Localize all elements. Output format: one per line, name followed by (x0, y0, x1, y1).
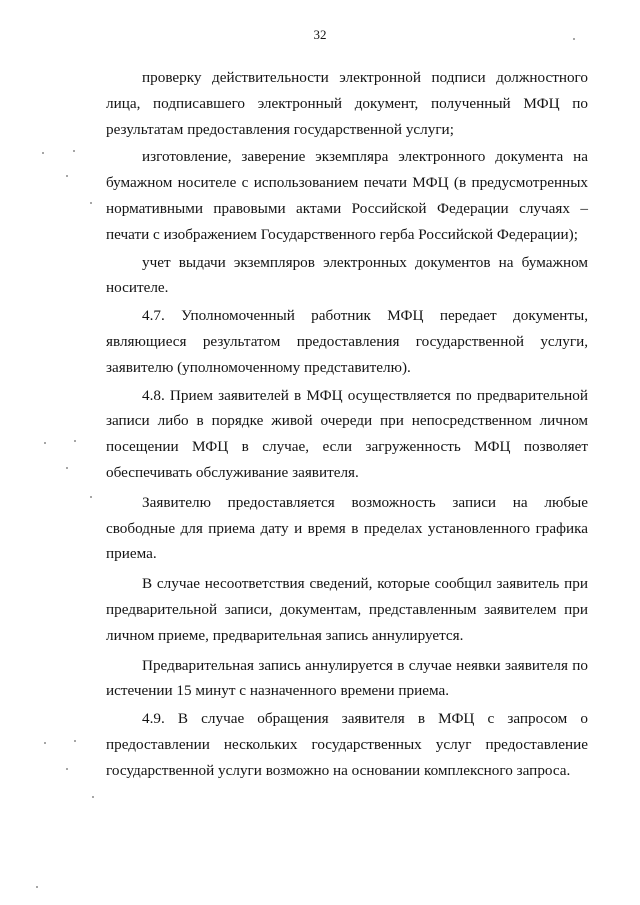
paragraph-signature-check: проверку действительности электронной подписи должностного лица, подписавшего электронный документ, полученный МФЦ по результатам предоставления государственной услуги; (106, 69, 588, 138)
scan-speck (73, 150, 75, 152)
scan-speck (90, 202, 92, 204)
paragraph-accounting: учет выдачи экземпляров электронных документов на бумажном носителе. (106, 253, 588, 297)
scan-speck (44, 442, 46, 444)
scan-speck (573, 38, 575, 40)
paragraph-4-9: 4.9. В случае обращения заявителя в МФЦ с запросом о предоставлении нескольких государственных услуг предоставление государственной услуги возможно на основании комплексного запроса. (106, 710, 588, 779)
scan-speck (42, 152, 44, 154)
scan-speck (90, 496, 92, 498)
scan-speck (66, 768, 68, 770)
paragraph-certification: изготовление, заверение экземпляра электронного документа на бумажном носителе с использованием печати МФЦ (в предусмотренных нормативными правовыми актами Российской Федерации случаях – печати с изображением Государственного герба Российской Федерации); (106, 148, 588, 243)
scan-speck (66, 467, 68, 469)
scan-speck (92, 796, 94, 798)
scan-speck (66, 175, 68, 177)
paragraph-4-8: 4.8. Прием заявителей в МФЦ осуществляется по предварительной записи либо в порядке живой очереди при непосредственном личном посещении МФЦ в случае, если загруженность МФЦ позволяет обеспечивать обслуживание заявителя. (106, 386, 588, 481)
paragraph-4-7: 4.7. Уполномоченный работник МФЦ передает документы, являющиеся результатом предоставления государственной услуги, заявителю (уполномоченному представителю). (106, 307, 588, 376)
scan-speck (74, 440, 76, 442)
page-number: 32 (313, 27, 327, 42)
paragraph-appointment: Заявителю предоставляется возможность записи на любые свободные для приема дату и время в пределах установленного графика приема. (106, 493, 588, 563)
document-body (106, 65, 588, 784)
scan-speck (74, 740, 76, 742)
scan-speck (44, 742, 46, 744)
paragraph-cancellation: Предварительная запись аннулируется в случае неявки заявителя по истечении 15 минут с назначенного времени приема. (106, 656, 588, 700)
scan-speck (36, 886, 38, 888)
paragraph-mismatch: В случае несоответствия сведений, которые сообщил заявитель при предварительной записи, документам, представленным заявителем при личном приеме, предварительная запись аннулируется. (106, 575, 588, 644)
